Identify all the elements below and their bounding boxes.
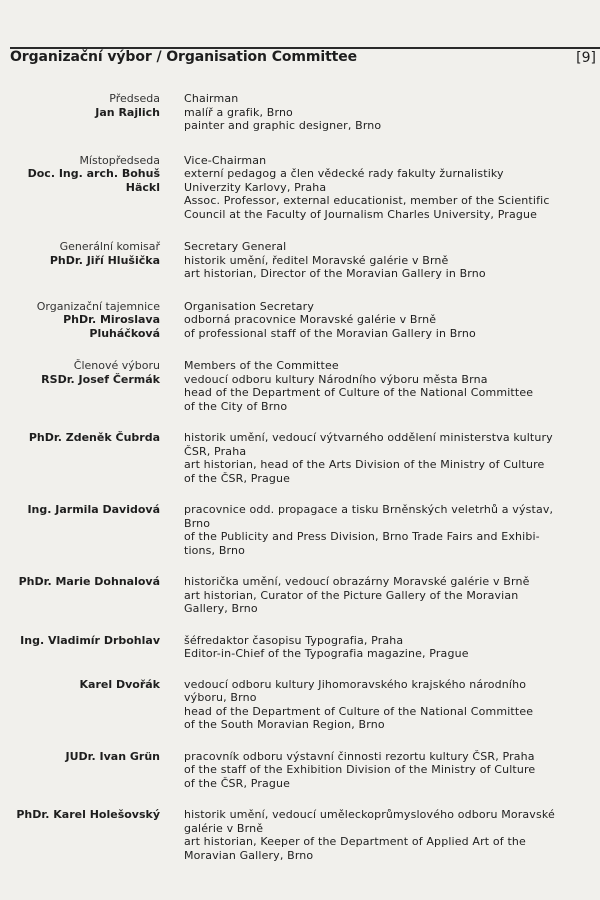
role-czech: Organizační tajemnice (36, 299, 160, 313)
role-english: Vice-Chairman (184, 153, 267, 167)
role-english: Organisation Secretary (184, 299, 315, 313)
description-line: of the ČSR, Prague (184, 776, 291, 790)
entry-left-column (0, 431, 184, 485)
description-line: historik umění, ředitel Moravské galérie v Brně (184, 253, 449, 267)
committee-entry (0, 750, 600, 791)
entry-left-column (0, 634, 184, 661)
member-name: JUDr. Ivan Grün (65, 749, 160, 763)
description-line: of the ČSR, Prague (184, 471, 291, 485)
description-line: of the Publicity and Press Division, Brno Trade Fairs and Exhibi- (184, 530, 540, 543)
committee-entry (0, 300, 600, 341)
entry-description (184, 750, 600, 791)
member-name: PhDr. Miroslava Pluháčková (63, 313, 160, 340)
entry-description (184, 154, 600, 222)
description-line: Brno (184, 516, 211, 530)
page-header (10, 49, 596, 71)
description-line: head of the Department of Culture of the National Committee (184, 386, 534, 399)
description-line: galérie v Brně (184, 821, 264, 835)
description-line: art historian, Director of the Moravian Gallery in Brno (184, 267, 486, 280)
description-line: historička umění, vedoucí obrazárny Moravské galérie v Brně (184, 575, 530, 588)
description-line: painter and graphic designer, Brno (184, 119, 382, 132)
description-line: Univerzity Karlovy, Praha (184, 180, 327, 194)
entry-left-column (0, 575, 184, 616)
description-line: of the staff of the Exhibition Division of the Ministry of Culture (184, 763, 536, 776)
entry-description (184, 678, 600, 732)
member-name: Doc. Ing. arch. Bohuš Häckl (27, 167, 160, 194)
description-line: vedoucí odboru kultury Národního výboru města Brna (184, 372, 488, 386)
member-name: Jan Rajlich (95, 105, 160, 119)
committee-entry (0, 240, 600, 281)
committee-entry (0, 503, 600, 557)
description-line: ČSR, Praha (184, 444, 247, 458)
member-name: PhDr. Marie Dohnalová (18, 575, 160, 588)
description-line: historik umění, vedoucí výtvarného oddělení ministerstva kultury (184, 431, 553, 444)
description-line: pracovnice odd. propagace a tisku Brněnských veletrhů a výstav, (184, 503, 554, 516)
description-line: head of the Department of Culture of the National Committee (184, 704, 534, 718)
description-line: malíř a grafik, Brno (184, 105, 293, 119)
entry-left-column (0, 300, 184, 341)
description-line: Gallery, Brno (184, 602, 258, 615)
member-name: Ing. Vladimír Drbohlav (20, 633, 160, 647)
description-line: vedoucí odboru kultury Jihomoravského krajského národního (184, 677, 527, 691)
description-line: externí pedagog a člen vědecké rady fakulty žurnalistiky (184, 167, 504, 180)
description-line: tions, Brno (184, 543, 246, 557)
entry-left-column (0, 750, 184, 791)
committee-entry (0, 808, 600, 862)
description-line: šéfredaktor časopisu Typografia, Praha (184, 633, 404, 647)
entry-left-column (0, 359, 184, 413)
committee-entry (0, 92, 600, 133)
role-english: Secretary General (184, 240, 287, 253)
member-name: PhDr. Jiří Hlušička (49, 253, 160, 267)
entry-description (184, 431, 600, 485)
member-name: Ing. Jarmila Davidová (27, 503, 160, 516)
description-line: Council at the Faculty of Journalism Charles University, Prague (184, 207, 538, 221)
member-name: Karel Dvořák (79, 677, 160, 691)
role-english: Members of the Committee (184, 359, 339, 372)
page-number: [9] (576, 50, 596, 66)
role-czech: Členové výboru (73, 359, 160, 372)
entry-description (184, 634, 600, 661)
entry-left-column (0, 503, 184, 557)
committee-list (0, 92, 600, 862)
description-line: Editor-in-Chief of the Typografia magazine, Prague (184, 647, 469, 660)
entry-description (184, 300, 600, 341)
entry-left-column (0, 808, 184, 862)
description-line: art historian, Keeper of the Department of Applied Art of the (184, 835, 526, 848)
committee-entry (0, 154, 600, 222)
committee-entry (0, 678, 600, 732)
description-line: pracovník odboru výstavní činnosti rezortu kultury ČSR, Praha (184, 749, 535, 763)
entry-description (184, 808, 600, 862)
page-title: Organizační výbor / Organisation Committee (10, 49, 358, 65)
description-line: art historian, head of the Arts Division of the Ministry of Culture (184, 458, 545, 471)
committee-entry (0, 359, 600, 413)
role-english: Chairman (184, 92, 239, 105)
description-line: Assoc. Professor, external educationist, member of the Scientific (184, 194, 550, 207)
member-name: PhDr. Karel Holešovský (16, 808, 160, 821)
description-line: výboru, Brno (184, 691, 257, 704)
entry-description (184, 359, 600, 413)
entry-description (184, 503, 600, 557)
entry-left-column (0, 240, 184, 281)
description-line: of the South Moravian Region, Brno (184, 718, 385, 731)
committee-entry (0, 431, 600, 485)
entry-description (184, 92, 600, 133)
role-czech: Generální komisař (59, 240, 160, 253)
description-line: of the City of Brno (184, 399, 288, 413)
description-line: Moravian Gallery, Brno (184, 848, 314, 862)
committee-entry (0, 575, 600, 616)
description-line: odborná pracovnice Moravské galérie v Brně (184, 313, 437, 326)
entry-left-column (0, 154, 184, 222)
entry-left-column (0, 678, 184, 732)
description-line: art historian, Curator of the Picture Gallery of the Moravian (184, 588, 519, 602)
entry-left-column (0, 92, 184, 133)
entry-description (184, 240, 600, 281)
role-czech: Předseda (109, 92, 160, 105)
committee-entry (0, 634, 600, 661)
role-czech: Místopředseda (79, 153, 160, 167)
description-line: of professional staff of the Moravian Gallery in Brno (184, 326, 476, 340)
entry-description (184, 575, 600, 616)
member-name: RSDr. Josef Čermák (41, 372, 160, 386)
member-name: PhDr. Zdeněk Čubrda (28, 431, 160, 444)
description-line: historik umění, vedoucí uměleckoprůmyslového odboru Moravské (184, 808, 555, 821)
